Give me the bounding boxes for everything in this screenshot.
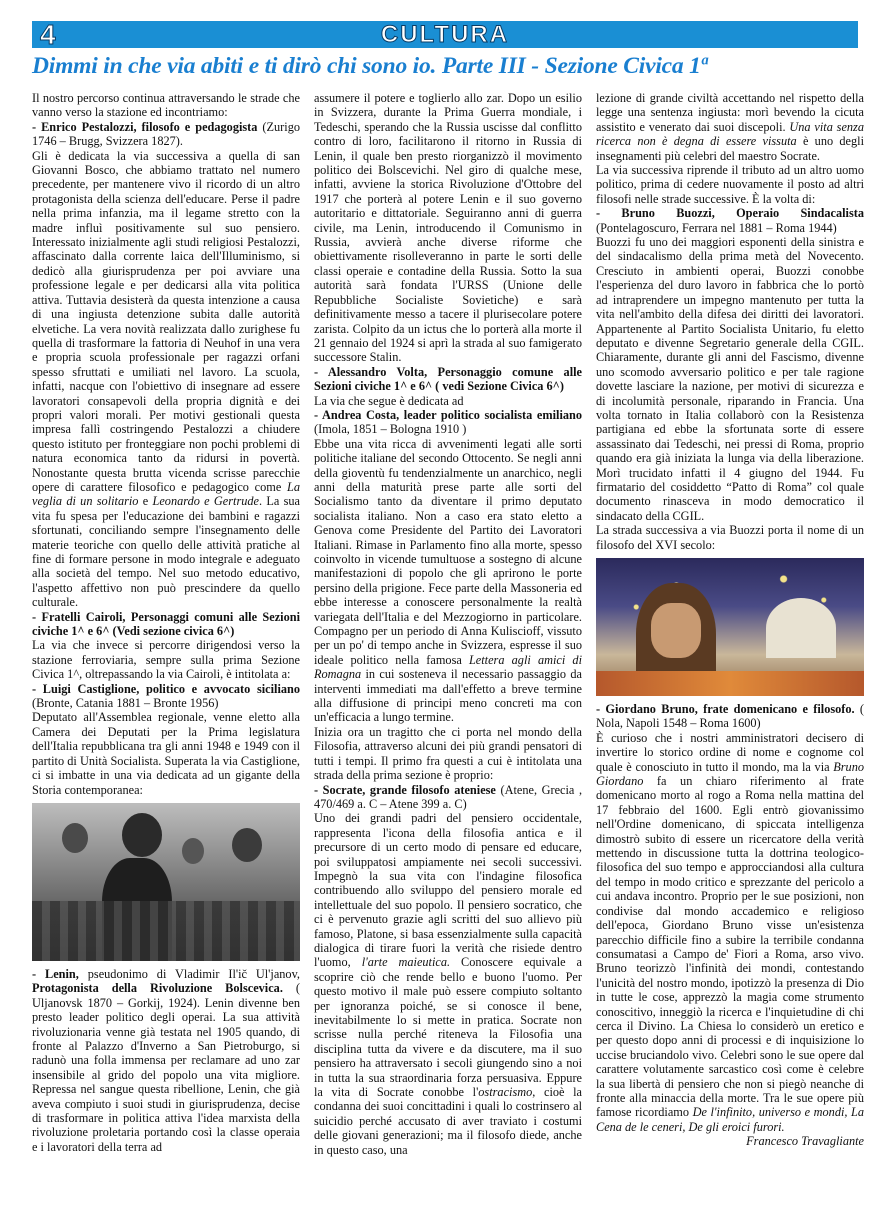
text: Conoscere equivale a scoprire ciò che rende bello e buono l'uomo. Per questo motivo il male può essere compiuto soltanto per ignoranza poiché, se si conosce il bene, inevitabilmente lo si mette in pratica. Socrate non scrisse nulla perché riteneva la Filosofia una disciplina tutta da vivere e da discutere, ma il suo pensiero ha attraversato i secoli giungendo sino a noi in tutta la sua straordinaria forza persuasiva. Eppure la vita di Socrate conobbe l' (314, 955, 582, 1100)
concept-term: ostracismo (478, 1085, 533, 1100)
article-headline: Dimmi in che via abiti e ti dirò chi sono io. Parte III - Sezione Civica 1ª (32, 53, 707, 79)
article-column-1 (32, 91, 300, 1191)
quote: Una vita senza ricerca non è degna di essere vissuta (596, 119, 864, 149)
giordano-bruno-illustration (596, 558, 864, 696)
paragraph (314, 408, 582, 437)
paragraph (314, 783, 582, 812)
paragraph (32, 967, 300, 1154)
entry-heading: - Bruno Buozzi, Operaio Sindacalista (596, 206, 864, 221)
paragraph: La via che invece si percorre dirigendosi verso la stazione ferroviaria, sempre sulla prima Sezione Civica 1^, oltrepassando la via Cairoli, è intitolata a: (32, 638, 300, 682)
paragraph: La strada successiva a via Buozzi porta il nome di un filosofo del XVI secolo: (596, 523, 864, 552)
lenin-crowd-photo (32, 803, 300, 961)
paragraph (596, 702, 864, 731)
text: è uno degli insegnamenti più celebri del maestro Socrate. (596, 134, 864, 163)
entry-heading: - Fratelli Cairoli, Personaggi comuni alle Sezioni civiche 1^ e 6^ (Vedi sezione civica 6^) (32, 609, 300, 639)
text: pseudonimo di Vladimir Il'ič Ul'janov, (78, 966, 300, 981)
text: . La sua vita fu spesa per l'educazione dei bambini e ragazzi sfortunati, conciliando sempre l'insegnamento delle materie teoriche con quello delle attività pratiche al fine di formare persone in modo integrale e adeguato alla società del tempo. Nel suo metodo educativo, l'aspetto affettivo non può prescindere da quello culturale. (32, 494, 300, 610)
article-column-2 (314, 91, 582, 1191)
entry-dates: (Bronte, Catania 1881 – Bronte 1956) (32, 696, 219, 711)
concept-term: l'arte maieutica. (361, 955, 451, 970)
entry-dates: (Imola, 1851 – Bologna 1910 ) (314, 422, 467, 437)
paragraph: Deputato all'Assemblea regionale, venne eletto alla Camera dei Deputati per la Prima legislatura dell'Italia repubblicana tra gli anni 1948 e 1949 con il partito di Unità Socialista. Superata la via Castiglione, ci si imbatte in una via dedicata ad un gigante della Storia contemporanea: (32, 710, 300, 797)
paragraph (596, 206, 864, 235)
paragraph: assumere il potere e toglierlo allo zar. Dopo un esilio in Svizzera, durante la Prima Guerra mondiale, i Tedeschi, sperando che la Russia uscisse dal conflitto contro di loro, facilitarono il ritorno in Russia di Lenin, il quale ben presto riorganizzò il movimento politico dei Bolscevichi. Nel giro di qualche mese, infatti, avviene la storica Rivoluzione d'Ottobre del 1917 che porterà al potere Lenin e il suo governo autoritario e dittatoriale. Seguiranno anni di guerra civile, ma Lenin, introducendo il Comunismo in Russia, avvierà anche diverse riforme che obiettivamente risolleveranno in parte le sorti delle classi operaie e contadine della Russia. Sotto la sua autorità sarà fondata l'URSS (Unione delle Repubbliche Socialiste Sovietiche) e sarà definitivamente messo a tacere il plurisecolare potere zarista. Colpito da un ictus che lo porterà alla morte il 21 gennaio del 1924 si aprì la strada al suo famigerato successore Stalin. (314, 91, 582, 365)
section-title: CULTURA (380, 21, 510, 48)
entry-heading: Protagonista della Rivoluzione Bolscevica. (32, 981, 283, 996)
entry-heading: - Luigi Castiglione, politico e avvocato siciliano (32, 681, 300, 696)
paragraph (314, 437, 582, 725)
entry-heading: - Andrea Costa, leader politico socialista emiliano (314, 407, 582, 422)
entry-dates: (Zurigo 1746 – Brugg, Svizzera 1827). (32, 119, 300, 149)
text: lezione di grande civiltà accettando nel rispetto della legge una sentenza ingiusta: morì bevendo la cicuta assistito e venerato dai suoi discepoli. (596, 91, 864, 134)
paragraph (32, 682, 300, 711)
paragraph (596, 91, 864, 163)
text: , cioè la condanna dei suoi concittadini i quali lo costrinsero al suicidio perché accusato di aver traviato i costumi delle giovani generazioni; ma il filosofo diede, anche in questo caso, una (314, 1085, 582, 1157)
paragraph: La via successiva riprende il tributo ad un altro uomo politico, prima di cedere nuovamente il posto ad altri filosofi nelle strade successive. È la volta di: (596, 163, 864, 206)
work-title: Leonardo e Gertrude (152, 494, 259, 509)
text: fa un chiaro riferimento al frate domenicano morto al rogo a Roma nella mattina del 17 febbraio del 1600. Egli entrò giovanissimo nell'Ordine domenicano, di spiccata intelligenza dimostrò subito di essere un ricercatore della verità mettendo in discussione tutta la dottrina teologico-filosofica del suo tempo e approcciandosi alla cultura del tempo in modo critico e sprezzante del pericolo a cui andava incontro. Proprio per le sue posizioni, non condivise dal mondo accademico e religioso dell'epoca, Giordano Bruno visse un'esistenza parecchio difficile fino a subire la terribile condanna consumatasi a Campo de' Fiori a Roma, arso vivo. Bruno teorizzò l'infinità dei mondi, contestando l'unicità del nostro mondo, ipotizzò la presenza di Dio in tutte le cose, apprezzò la magia come strumento conoscitivo, inneggiò la ricerca e l'inquietudine di chi cerca il Divino. La Chiesa lo considerò un eretico e per questo dopo anni di processi e di inquisizione lo uccise bruciandolo vivo. Celebri sono le sue opere dal carattere volutamente sarcastico così come è celebre la sua libertà di pensiero che non si piegò neanche di fronte alla minaccia della morte. Tra le sue opere più famose ricordiamo (596, 774, 864, 1120)
entry-heading: - Lenin, (32, 966, 79, 981)
work-title: Lettera agli amici di Romagna (314, 652, 582, 682)
work-title: La veglia di un solitario (32, 479, 300, 509)
paragraph: Buozzi fu uno dei maggiori esponenti della sinistra e del sindacalismo della prima metà del Novecento. Cresciuto in ambienti operai, Buozzi conobbe l'esperienza del duro lavoro in fabbrica che lo portò ad intraprendere un impegno mantenuto per tutta la vita nell'ambito della difesa dei diritti dei lavoratori. Appartenente al Partito Socialista Unitario, fu eletto deputato e divenne Segretario generale della CGIL. Chiaramente, durante gli anni del Fascismo, divenne uno scomodo avversario politico e per tale ragione dovette lasciare la nazione, per motivi di sicurezza e di incolumità personale, riparando in Francia. Una volta tornato in Italia collaborò con la Resistenza partigiana ed ebbe la sfortunata sorte di essere assassinato dai Tedeschi, nei pressi di Roma, proprio quando era già iniziata la lunga via della liberazione. Morì trucidato infatti il 4 giugno del 1944. Fu firmatario del cosiddetto “Patto di Roma” col quale documento rinasceva in modo democratico il sindacato della CGIL. (596, 235, 864, 523)
paragraph (596, 731, 864, 1134)
text: Uno dei grandi padri del pensiero occidentale, rappresenta l'icona della filosofia antica e il precursore di un certo modo di pensare ed educare, poi sviluppatosi ampiamente nei secoli successivi. Impegnò la sua vita con l'indagine filosofica contribuendo allo sviluppo del pensiero morale ed intellettuale del suo popolo. Il pensiero socratico, che ci è pervenuto grazie agli scritti del suo allievo più famoso, Platone, si basa essenzialmente sulla capacità dialogica di tirare fuori la verità che risiede dentro l'uomo, (314, 811, 582, 970)
work-title: De l'infinito, universo e mondi, La Cena de le ceneri, De gli eroici furori. (596, 1105, 864, 1134)
paragraph (32, 149, 300, 610)
entry-heading: - Giordano Bruno, frate domenicano e filosofo. (596, 702, 855, 716)
entry-dates: (Pontelagoscuro, Ferrara nel 1881 – Roma 1944) (596, 220, 837, 235)
entry-heading: - Socrate, grande filosofo ateniese (314, 782, 496, 797)
paragraph: Il nostro percorso continua attraversando le strade che vanno verso la stazione ed incontriamo: (32, 91, 300, 120)
section-header-bar (32, 21, 858, 48)
entry-dates: (Atene, Grecia , 470/469 a. C – Atene 399 a. C) (314, 782, 582, 811)
text: Gli è dedicata la via successiva a quella di san Giovanni Bosco, che abbiamo trattato nel numero precedente, per mantenere vivo il ricordo di un altro protagonista della scienza dell'educare. Perse il padre nella prima infanzia, ma il legame stretto con la madre influì positivamente sul suo pensiero. Interessato inizialmente agli studi religiosi Pestalozzi, affascinato dalla corrente laica dell'Illuminismo, si dedicò alla giurisprudenza per poi avviare una professione legale e per dedicarsi alla vita politica attiva. Tuttavia desisterà da questa intenzione a causa di una ingiusta detenzione subita dalle autorità elvetiche. La vera novità realizzata dallo zurighese fu quella di trasformare la fattoria di Neuhof in una vera e propria scuola professionale per ragazzi orfani spesso sfruttati e umiliati nel lavoro. La scuola, infatti, nacque con l'obiettivo di insegnare ad essere lavoratori consapevoli della propria dignità e dei propri valori morali. Per motivi gestionali questa impresa fallì costringendo Pestalozzi a chiudere questo istituto per fronteggiare non pochi problemi di natura economica tanto da ridursi in povertà. Nonostante questa brutta vicenda scrisse parecchie opere di carattere filosofico e pedagogico come (32, 148, 300, 494)
street-name: Bruno Giordano (596, 759, 864, 789)
entry-heading: - Enrico Pestalozzi, filosofo e pedagogista (32, 119, 258, 134)
paragraph (314, 811, 582, 1157)
text: in cui sosteneva il necessario passaggio da interventi immediati ma dall'effetto a breve termine alla diffusione di principi meno concreti ma con un'efficacia a lungo termine. (314, 667, 582, 725)
author-signature: Francesco Travagliante (746, 1134, 864, 1149)
paragraph: La via che segue è dedicata ad (314, 393, 464, 408)
text: e (138, 494, 153, 509)
page-number: 4 (40, 19, 56, 50)
paragraph (32, 120, 300, 149)
text: È curioso che i nostri amministratori decisero di invertire lo storico ordine di nome e cognome col quale è conosciuto in tutto il mondo, ma la via (596, 730, 864, 774)
text: Ebbe una vita ricca di avvenimenti legati alle sorti politiche italiane del secondo Ottocento. Se negli anni della gioventù fu tendenzialmente un anarchico, negli anni della maturità prese parte alle sorti del Socialismo tanto da diventare il primo deputato socialista italiano. Non a caso era stato eletto a Genova come Presidente del Partito dei Lavoratori Italiani. Rimase in Parlamento fino alla morte, spesso coinvolto in vicende tumultuose a sostegno di alcune manifestazioni di popolo che gli aprirono le porte persino della prigione. Fece parte della Massoneria ed ebbe interesse a conoscere personalmente la realtà variegata dell'Italia e del Mezzogiorno in particolare. Compagno per un periodo di Anna Kuliscioff, vissuto per un po' di tempo anche in Svizzera, espresse il suo ideale politico nella famosa (314, 436, 582, 667)
text: ( Uljanovsk 1870 – Gorkij, 1924). Lenin divenne ben presto leader politico degli operai. La sua attività rivoluzionaria venne già testata nel 1905 quando, di fronte al Palazzo d'Inverno a San Pietroburgo, si radunò una folla immensa per reclamare ad uno zar insensibile al grido del popolo una vita migliore. Repressa nel sangue questa ribellione, Lenin, che già aveva compiuto i suoi studi in giurisprudenza, decise di trasformare in politica attiva l'idea marxista della rivoluzione proletaria portando così la classe operaia e i lavoratori della terra ad (32, 981, 300, 1154)
entry-heading: - Alessandro Volta, Personaggio comune alle Sezioni civiche 1^ e 6^ ( vedi Sezione Civica 6^) (314, 364, 582, 394)
article-column-3 (596, 91, 864, 1191)
paragraph: Inizia ora un tragitto che ci porta nel mondo della Filosofia, attraverso alcuni dei più grandi pensatori di tutti i tempi. Il primo fra questi a cui è intitolata una strada della prima sezione è proprio: (314, 724, 582, 783)
entry-dates: ( Nola, Napoli 1548 – Roma 1600) (596, 702, 864, 731)
